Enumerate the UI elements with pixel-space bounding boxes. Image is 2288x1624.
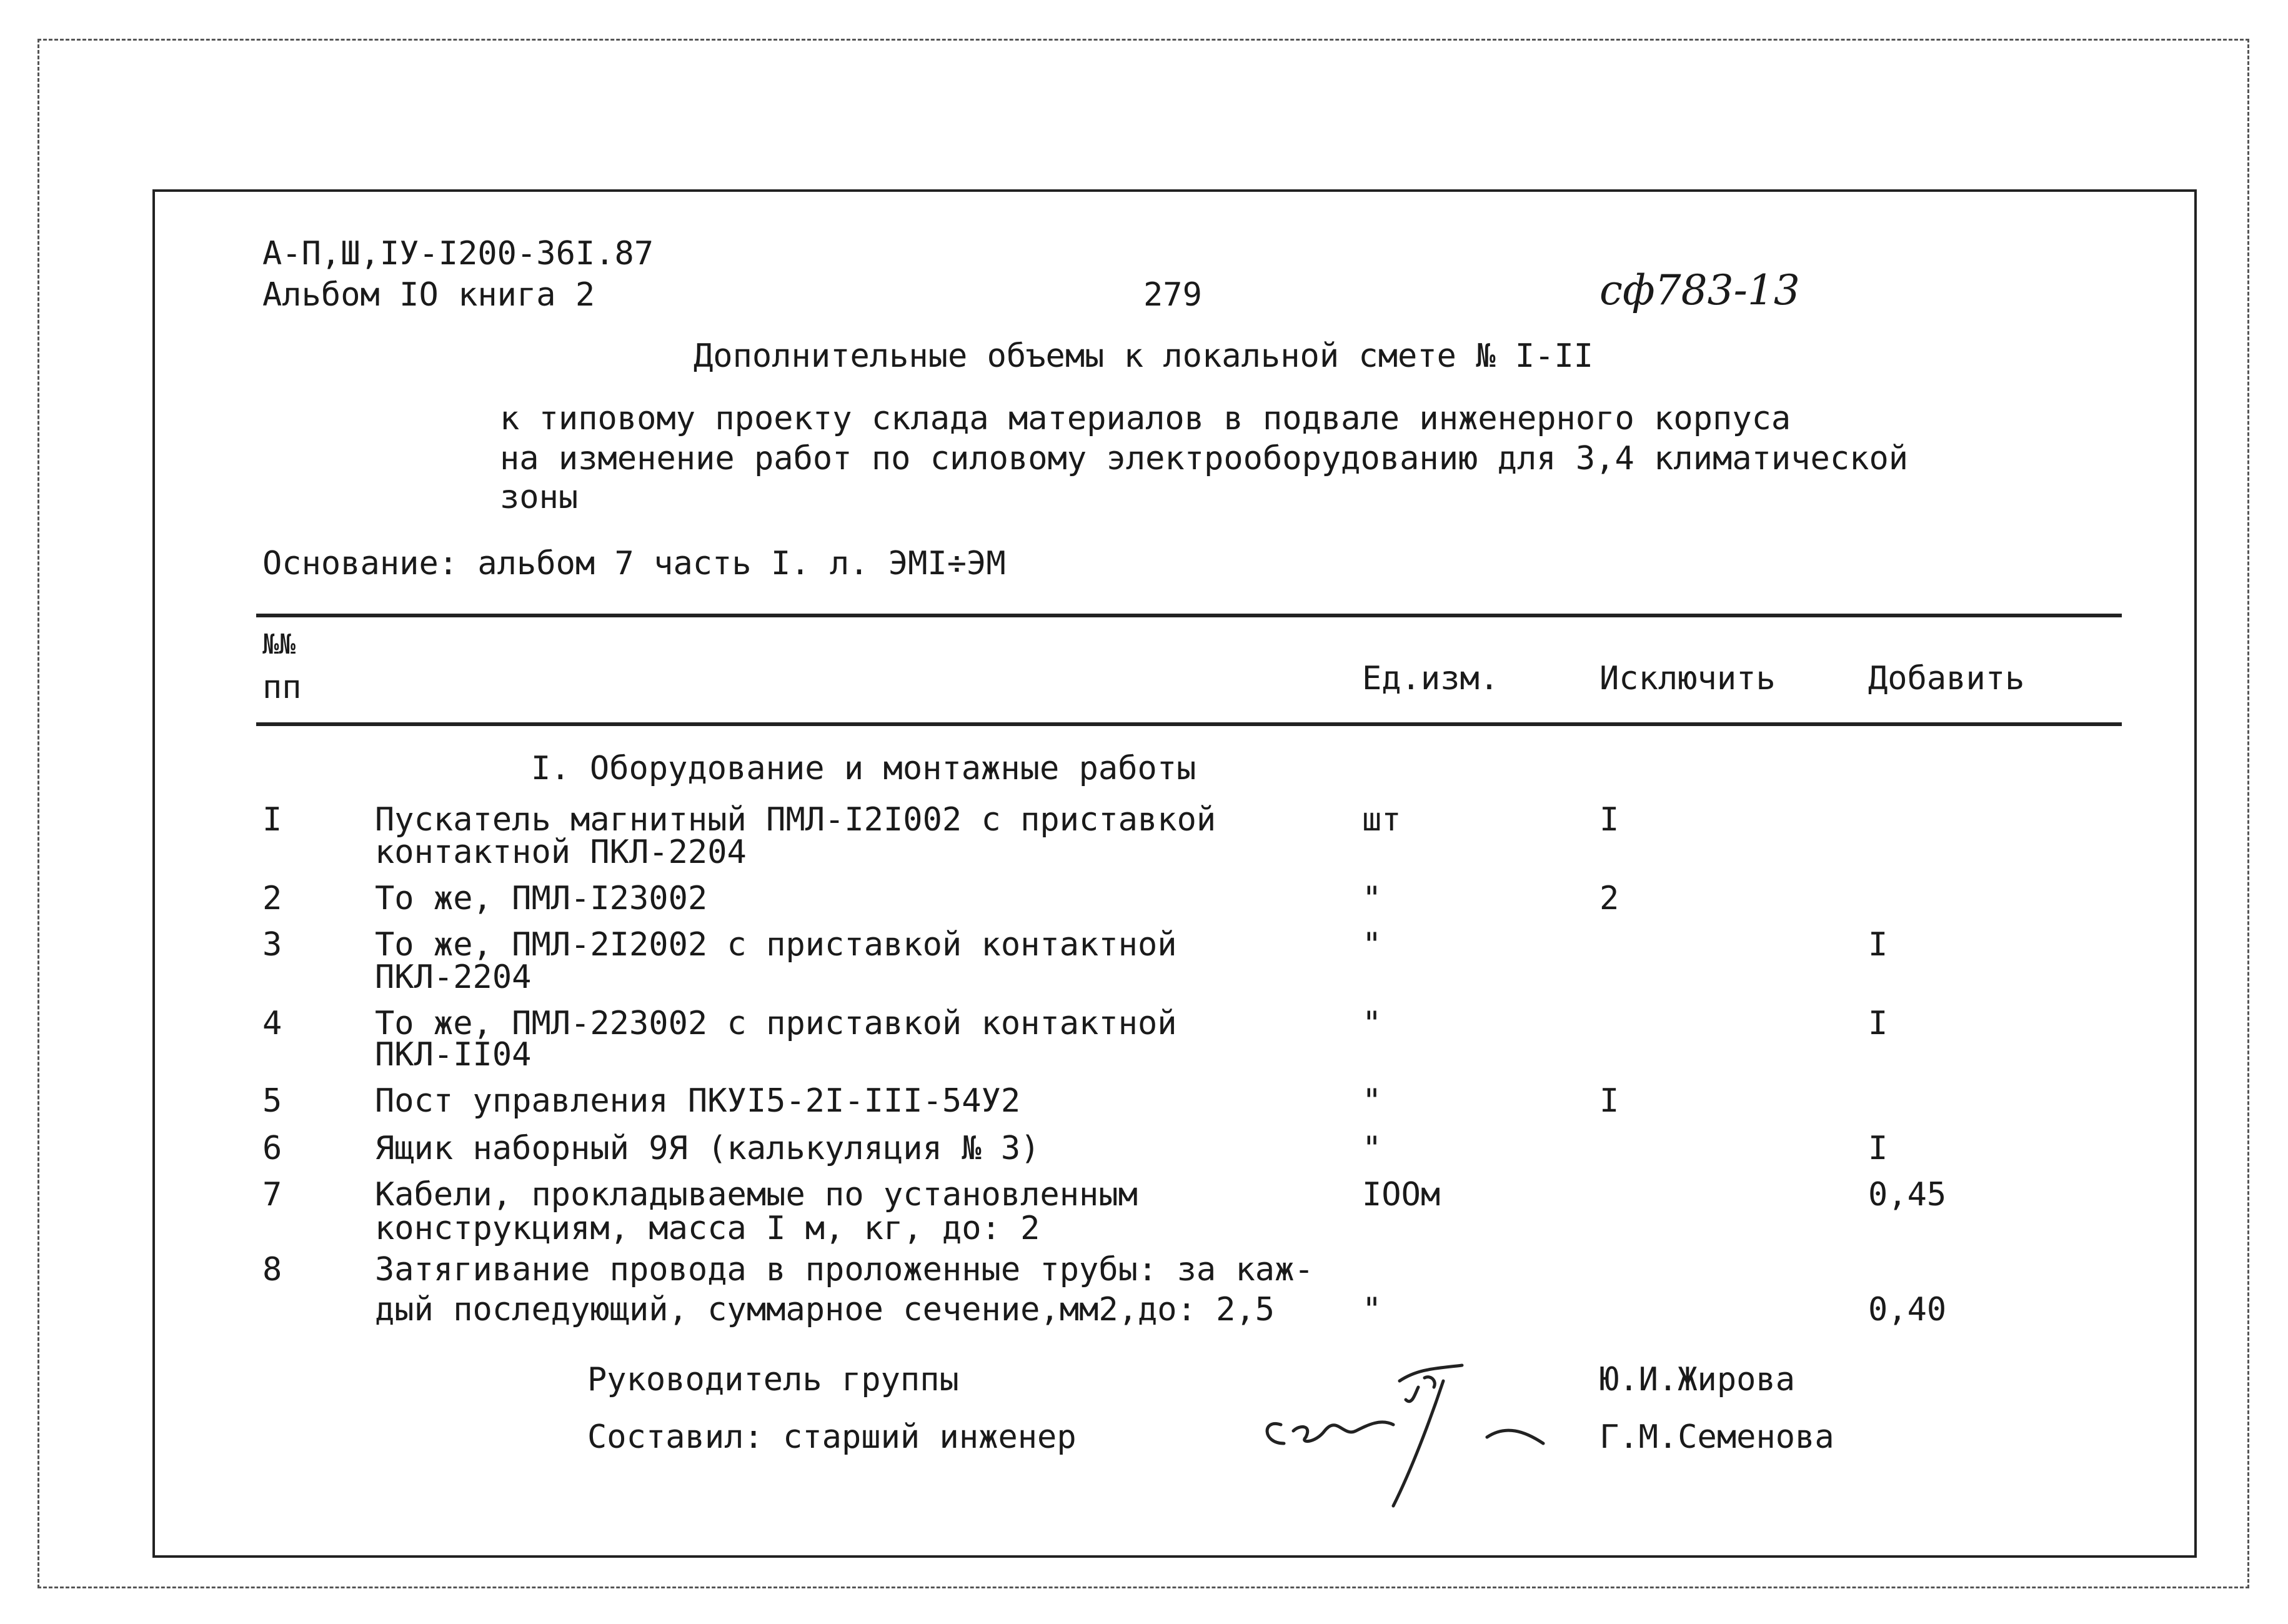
row-unit: " <box>1362 880 1382 917</box>
row-exclude: I <box>1599 1082 1619 1120</box>
row-number: 2 <box>262 880 282 917</box>
row-name-line: контактной ПКЛ-2204 <box>375 834 747 871</box>
row-name-line: Пост управления ПКУI5-2I-III-54У2 <box>375 1082 1021 1120</box>
row-unit: шт <box>1362 801 1401 839</box>
row-add: 0,40 <box>1868 1291 1947 1328</box>
row-unit: " <box>1362 1291 1382 1328</box>
row-add: I <box>1868 1005 1888 1042</box>
row-name-line: То же, ПМЛ-2I2002 с приставкой контактной <box>375 926 1177 964</box>
header-exclude: Исключить <box>1599 660 1776 697</box>
document-code: А-П,Ш,IУ-I200-36I.87 <box>262 235 654 272</box>
row-number: 6 <box>262 1130 282 1167</box>
row-number: 4 <box>262 1005 282 1042</box>
row-name-line: ПКЛ-II04 <box>375 1036 532 1074</box>
row-name-line: Затягивание провода в проложенные трубы: за каж- <box>375 1251 1314 1288</box>
subtitle-line-2: на изменение работ по силовому электрооборудованию для 3,4 климатической <box>500 440 1909 477</box>
row-number: I <box>262 801 282 839</box>
row-number: 3 <box>262 926 282 964</box>
row-number: 8 <box>262 1251 282 1288</box>
header-num-line2: пп <box>262 669 302 706</box>
row-exclude: 2 <box>1599 880 1619 917</box>
header-num-line1: №№ <box>262 629 296 660</box>
row-unit: " <box>1362 1082 1382 1120</box>
compiler-name: Г.М.Семенова <box>1599 1418 1834 1456</box>
row-name-line: конструкциям, масса I м, кг, до: 2 <box>375 1210 1040 1247</box>
row-name-line: То же, ПМЛ-223002 с приставкой контактной <box>375 1005 1177 1042</box>
row-exclude: I <box>1599 801 1619 839</box>
row-add: 0,45 <box>1868 1176 1947 1213</box>
row-name-line: дый последующий, суммарное сечение,мм2,до: 2,5 <box>375 1291 1275 1328</box>
subtitle-line-1: к типовому проекту склада материалов в подвале инженерного корпуса <box>500 400 1791 437</box>
row-name-line: ПКЛ-2204 <box>375 959 532 996</box>
album-info: Альбом IO книга 2 <box>262 276 595 314</box>
header-add: Добавить <box>1868 660 2025 697</box>
handwritten-signature <box>1256 1343 1556 1518</box>
table-header-rule <box>256 722 2122 726</box>
subtitle-line-3: зоны <box>500 479 579 516</box>
table-top-rule <box>256 614 2122 617</box>
row-unit: " <box>1362 926 1382 964</box>
row-number: 7 <box>262 1176 282 1213</box>
page-title: Дополнительные объемы к локальной смете № I-II <box>694 337 1594 375</box>
row-name-line: То же, ПМЛ-I23002 <box>375 880 708 917</box>
row-name-line: Пускатель магнитный ПМЛ-I2I002 с приставкой <box>375 801 1216 839</box>
page-number: 279 <box>1143 276 1202 314</box>
compiler-label: Составил: старший инженер <box>587 1418 1077 1456</box>
row-name-line: Ящик наборный 9Я (калькуляция № 3) <box>375 1130 1040 1167</box>
sheet-code: сф783-13 <box>1599 266 1800 314</box>
row-name-line: Кабели, прокладываемые по установленным <box>375 1176 1138 1213</box>
document-frame <box>152 189 2197 1558</box>
group-head-name: Ю.И.Жирова <box>1599 1361 1796 1398</box>
row-unit: " <box>1362 1130 1382 1167</box>
basis-line: Основание: альбом 7 часть I. л. ЭМI÷ЭМ <box>262 545 1006 582</box>
row-unit: " <box>1362 1005 1382 1042</box>
row-add: I <box>1868 926 1888 964</box>
row-add: I <box>1868 1130 1888 1167</box>
header-unit: Ед.изм. <box>1362 660 1500 697</box>
group-head-label: Руководитель группы <box>587 1361 959 1398</box>
section-title: I. Оборудование и монтажные работы <box>531 750 1196 787</box>
row-number: 5 <box>262 1082 282 1120</box>
row-unit: IOOм <box>1362 1176 1441 1213</box>
